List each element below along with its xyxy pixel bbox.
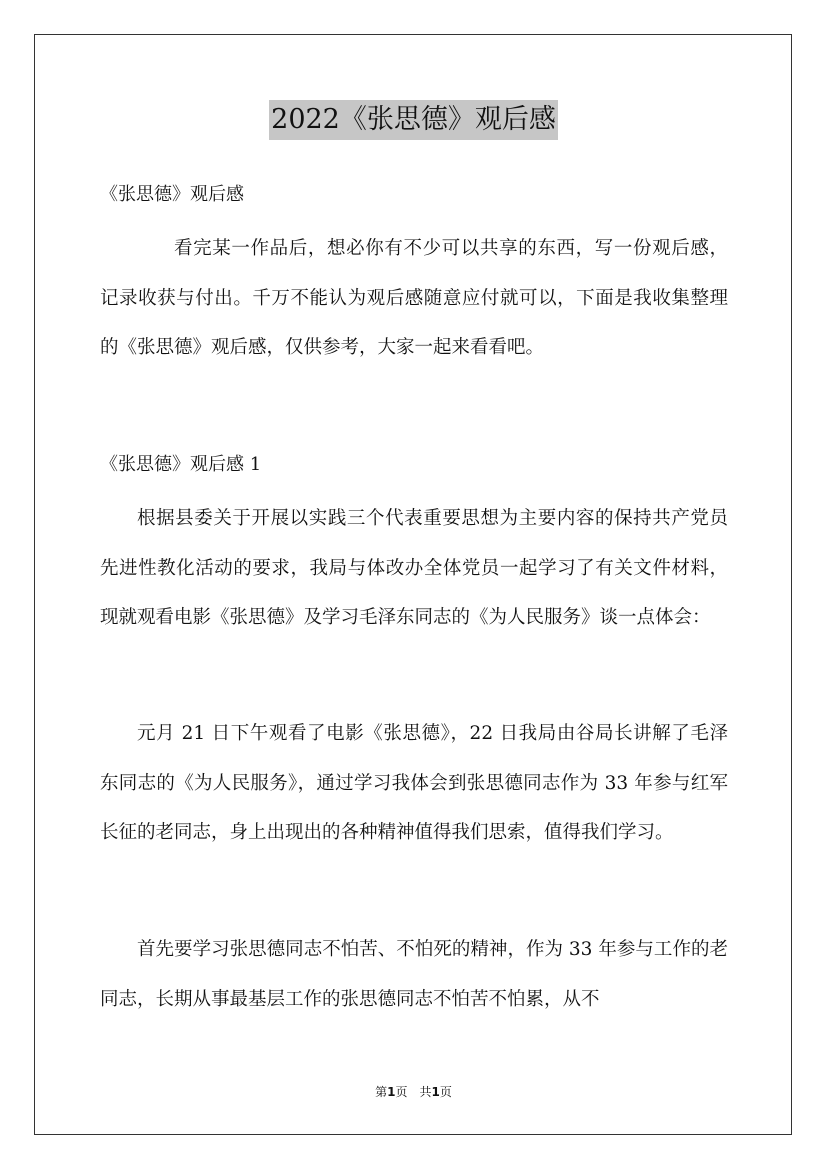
footer-total-suffix: 页 [439,1085,452,1099]
footer-total-number: 1 [431,1085,440,1099]
footer-page-prefix: 第 [375,1085,388,1099]
intro-paragraph: 看完某一作品后，想必你有不少可以共享的东西，写一份观后感，记录收获与付出。千万不能认为观后感随意应付就可以，下面是我收集整理的《张思德》观后感，仅供参考，大家一起来看看吧。 [100,238,728,358]
body-paragraph-3: 首先要学习张思德同志不怕苦、不怕死的精神，作为 33 年参与工作的老同志，长期从事最基层工作的张思德同志不怕苦不怕累，从不 [100,939,728,1010]
body-paragraph-2: 元月 21 日下午观看了电影《张思德》，22 日我局由谷局长讲解了毛泽东同志的《为人民服务》，通过学习我体会到张思德同志作为 33 年参与红军长征的老同志，身上出现出的各种精神值得我们思索，值得我们学习。 [100,723,728,843]
document-title: 2022《张思德》观后感 [269,100,558,140]
document-subtitle: 《张思德》观后感 [100,184,244,205]
section-heading: 《张思德》观后感 1 [100,454,262,475]
footer-total-prefix: 共 [419,1085,432,1099]
body-paragraph-1: 根据县委关于开展以实践三个代表重要思想为主要内容的保持共产党员先进性教化活动的要求，我局与体改办全体党员一起学习了有关文件材料，现就观看电影《张思德》及学习毛泽东同志的《为人民服务》谈一点体会： [100,508,728,628]
footer-page-suffix: 页 [395,1085,408,1099]
footer-page-number: 1 [387,1085,396,1099]
title-container [0,100,827,140]
page-footer [0,1083,827,1100]
